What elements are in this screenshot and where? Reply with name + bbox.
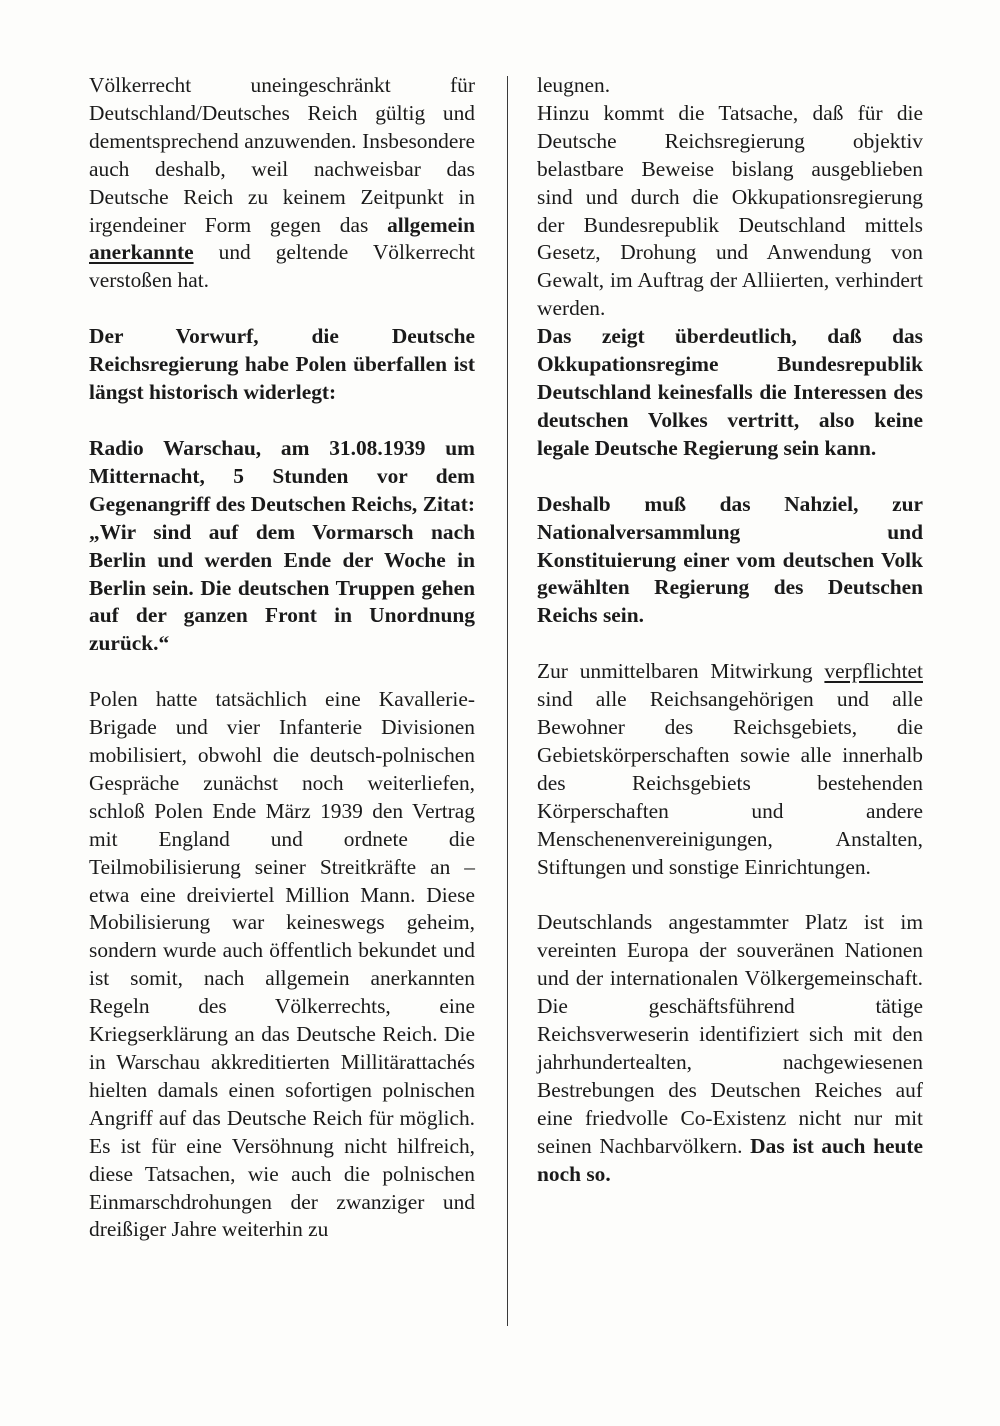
- text-verpflichtet: verpflichtet: [824, 659, 923, 684]
- paragraph-europa: [537, 909, 923, 1188]
- paragraph-nahziel: Deshalb muß das Nahziel, zur Nationalversammlung und Konstituierung einer vom deutschen Volk gewählten Regierung des Deutschen Reichs sein.: [537, 491, 923, 628]
- text-mitwirkung-rest: sind alle Reichsangehörigen und alle Bewohner des Reichsgebiets, die Gebietskörperschaften sowie alle innerhalb des Reichsgebiets bestehenden Körperschaften und andere Menschenenvereinigungen, Anstalten, Stiftungen und sonstige Einrichtungen.: [537, 687, 923, 879]
- text-mitwirkung: Zur unmittelbaren Mitwirkung: [537, 659, 813, 684]
- text-anerkannte: anerkannte: [89, 240, 194, 265]
- paragraph-radio-quote: Radio Warschau, am 31.08.1939 um Mitternacht, 5 Stunden vor dem Gegenangriff des Deutschen Reichs, Zitat: „Wir sind auf dem Vormarsch nach Berlin und werden Ende der Woche in Berlin sein. Die deutschen Truppen gehen auf der ganzen Front in Unordnung zurück.“: [89, 435, 475, 656]
- paragraph-okkupationsregime: Das zeigt überdeutlich, daß das Okkupationsregime Bundesrepublik Deutschland keinesfalls die Interessen des deutschen Volkes vertritt, also keine legale Deutsche Regierung sein kann.: [537, 324, 923, 460]
- paragraph-mitwirkung: [537, 658, 923, 881]
- text-intro-end: und geltende Völkerrecht verstoßen hat.: [89, 240, 475, 293]
- paragraph-vorwurf: Der Vorwurf, die Deutsche Reichsregierung habe Polen überfallen ist längst historisch widerlegt:: [89, 324, 475, 405]
- text-europa: Deutschlands angestammter Platz ist im vereinten Europa der souveränen Nationen und der internationalen Völkergemeinschaft. Die geschäftsführend tätige Reichsverweserin identifiziert sich mit den jahrhundertealten, nachgewiesenen Bestrebungen des Deutschen Reiches auf eine friedvolle Co-Existenz nicht nur mit seinen Nachbarvölkern.: [537, 910, 923, 1158]
- paragraph-mobilisierung: Polen hatte tatsächlich eine Kavallerie-Brigade und vier Infanterie Divisionen mobilisiert, obwohl die deutsch-polnischen Gespräche zunächst noch weiterliefen, schloß Polen Ende März 1939 den Vertrag mit England und ordnete die Teilmobilisierung seiner Streitkräfte an – etwa eine dreiviertel Million Mann. Diese Mobilisierung war keineswegs geheim, sondern wurde auch öffentlich bekundet und ist somit, nach allgemein anerkannten Regeln des Völkerrechts, eine Kriegserklärung an das Deutsche Reich. Die in Warschau akkreditierten Millitärattachés hielten damals einen sofortigen polnischen Angriff auf das Deutsche Reich für möglich. Es ist für eine Versöhnung nicht hilfreich, diese Tatsachen, wie auch die polnischen Einmarschdrohungen der zwanziger und dreißiger Jahre weiterhin zu: [89, 687, 475, 1242]
- column-divider: [507, 76, 508, 1326]
- text-allgemein: allgemein: [387, 212, 475, 237]
- right-column: [537, 72, 923, 1189]
- paragraph-tatsache: Hinzu kommt die Tatsache, daß für die Deutsche Reichsregierung objektiv belastbare Beweise bislang ausgeblieben sind und durch die Okkupationsregierung der Bundesrepublik Deutschland mittels Gesetz, Drohung und Anwendung von Gewalt, im Auftrag der Alliierten, verhindert werden.: [537, 100, 923, 321]
- paragraph-leugnen: leugnen.: [537, 73, 611, 97]
- left-column: [89, 72, 475, 1244]
- paragraph-intro: [89, 72, 475, 295]
- text-heute-noch-so: Das ist auch heute noch so.: [537, 1133, 923, 1186]
- text-intro: Völkerrecht uneingeschränkt für Deutschland/Deutsches Reich gültig und dementsprechend anzuwenden. Insbesondere auch deshalb, weil nachweisbar das Deutsche Reich zu keinem Zeitpunkt in irgendeiner Form gegen das: [89, 73, 475, 237]
